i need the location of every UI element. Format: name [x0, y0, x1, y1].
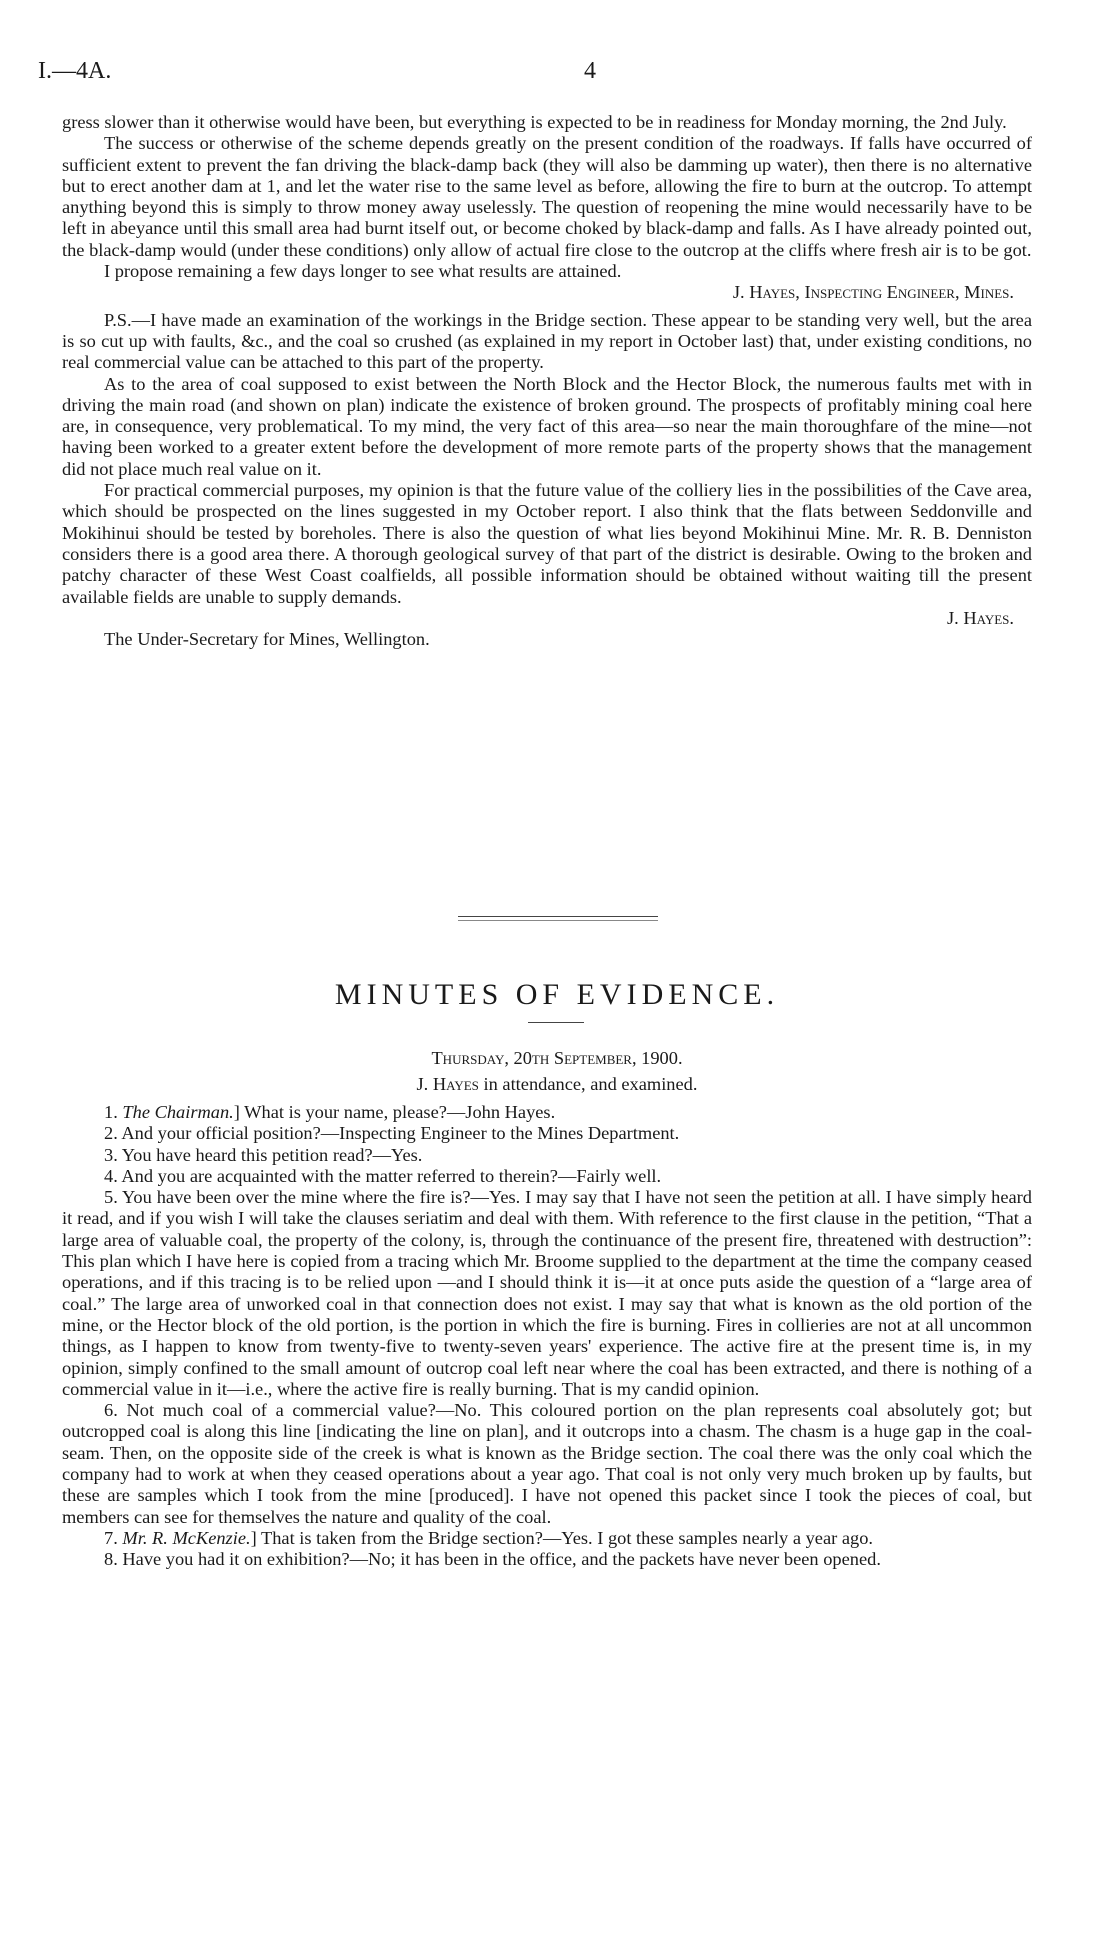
minutes-title: MINUTES OF EVIDENCE.	[334, 978, 780, 1011]
postscript-paragraph: For practical commercial purposes, my opinion is that the future value of the colliery lies in the possibilities of the Cave area, which should be prospected on the lines suggested in my October report. I also think that the flats between Seddonville and Mokihinui should be tested by boreholes. There is also the question of what lies beyond Mokihinui Mine. Mr. R. B. Denniston considers there is a good area there. A thorough geological survey of that part of the district is desirable. Owing to the broken and patchy character of these West Coast coalfields, all possible information should be obtained without waiting till the present available fields are unable to supply demands.	[62, 480, 1032, 607]
report-continuation	[62, 112, 1032, 650]
divider-rule	[458, 920, 658, 921]
question-5: 5. You have been over the mine where the fire is?—Yes. I may say that I have not seen the petition at all. I have simply heard it read, and if you wish I will take the clauses seriatim and deal with them. With reference to the first clause in the petition, “That a large area of valuable coal, the property of the colony, is, through the continuance of the present fire, threatened with destruction”: This plan which I have here is copied from a tracing which Mr. Broome supplied to the department at the time the company ceased operations, and if this tracing is to be relied upon —and I should think it is—it at once puts aside the question of a “large area of coal.” The large area of unworked coal in that connection does not exist. I may say that what is known as the old portion of the mine, or the Hector block of the old portion, is the portion in which the fire is burning. Fires in collieries are not at all uncommon things, as I happen to know from twenty-five to twenty-seven years' experience. The active fire at the present time is, in my opinion, simply confined to the small amount of outcrop coal left near where the coal has been extracted, and there is nothing of a commercial value in it—i.e., where the active fire is really burning. That is my candid opinion.	[62, 1187, 1032, 1399]
question-2: 2. And your official position?—Inspecting Engineer to the Mines Department.	[104, 1123, 680, 1144]
question-6: 6. Not much coal of a commercial value?—No. This coloured portion on the plan represents coal absolutely got; but outcropped coal is along this line [indicating the line on plan], and it outcrops into a chasm. The chasm is a huge gap in the coal-seam. Then, on the opposite side of the creek is what is known as the Bridge section. The coal there was the only coal which the company had to work at when they ceased operations about a year ago. That coal is not only very much broken up by faults, but these are samples which I took from the mine [produced]. I have not opened this packet since I took the pieces of coal, but members can see for themselves the nature and quality of the coal.	[62, 1400, 1032, 1527]
title-underline	[528, 1022, 584, 1023]
signature: J. Hayes.	[947, 607, 1014, 628]
report-paragraph: I propose remaining a few days longer to see what results are attained.	[104, 261, 622, 282]
postscript-paragraph: P.S.—I have made an examination of the workings in the Bridge section. These appear to be standing very well, but the area is so cut up with faults, &c., and the coal so crushed (as explained in my report in October last) that, under existing conditions, no real commercial value can be attached to this part of the property.	[62, 309, 1032, 373]
divider-rule	[458, 916, 658, 917]
page-header	[38, 58, 1038, 88]
report-paragraph: The success or otherwise of the scheme depends greatly on the present condition of the roadways. If falls have occurred of sufficient extent to prevent the fan driving the black-damp back (they will also be damming up water), then there is no alternative but to erect another dam at 1, and let the water rise to the same level as before, allowing the fire to burn at the outcrop. To attempt anything beyond this is simply to throw money away uselessly. The question of reopening the mine would necessarily have to be left in abeyance until this small area had burnt itself out, or become choked by black-damp and falls. As I have already pointed out, the black-damp would (under these conditions) only allow of actual fire close to the outcrop at the cliffs where fresh air is to be got.	[62, 133, 1032, 260]
document-reference: I.—4A.	[38, 58, 112, 84]
question-7: 7. Mr. R. McKenzie.] That is taken from the Bridge section?—Yes. I got these samples nearly a year ago.	[104, 1527, 873, 1548]
question-4: 4. And you are acquainted with the matter referred to therein?—Fairly well.	[104, 1165, 662, 1186]
hearing-date: Thursday, 20th September, 1900.	[431, 1048, 683, 1068]
postscript-paragraph: As to the area of coal supposed to exist between the North Block and the Hector Block, the numerous faults met with in driving the main road (and shown on plan) indicate the existence of broken ground. The prospects of profitably mining coal here are, in consequence, very problematical. To my mind, the very fact of this area—so near the main thoroughfare of the mine—not having been worked to a greater extent before the development of more remote parts of the property shows that the management did not place much real value on it.	[62, 373, 1032, 479]
page-number: 4	[584, 58, 596, 84]
report-paragraph: gress slower than it otherwise would have been, but everything is expected to be in readiness for Monday morning, the 2nd July.	[62, 112, 1007, 132]
question-1: 1. The Chairman.] What is your name, please?—John Hayes.	[104, 1102, 556, 1122]
question-8: 8. Have you had it on exhibition?—No; it has been in the office, and the packets have never been opened.	[104, 1549, 881, 1570]
addressee: The Under-Secretary for Mines, Wellington.	[104, 629, 430, 650]
question-3: 3. You have heard this petition read?—Yes.	[104, 1144, 423, 1165]
attendance-line: J. Hayes in attendance, and examined.	[416, 1074, 698, 1094]
signature: J. Hayes, Inspecting Engineer, Mines.	[732, 282, 1014, 303]
evidence-body	[62, 1102, 1032, 1571]
